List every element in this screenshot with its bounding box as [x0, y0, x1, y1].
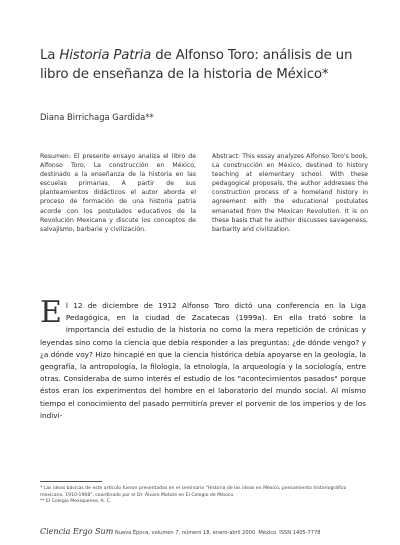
journal-citation: Nueva Época, volumen 7, número 18, enero-abril 2000. México. ISSN 1405-7778 — [114, 530, 321, 536]
abstract-spanish — [40, 152, 196, 234]
journal-footer — [40, 527, 370, 536]
footnote-1: * Las ideas básicas de este artículo fueron presentadas en el seminario "Historia de las ideas en México, pensamiento historiográfico mexicano, 1910-1968", coordinado por el Dr. Álvaro Matute en El Colegio de México. — [40, 486, 347, 498]
author-name: Diana Birrichaga Gardida** — [40, 112, 154, 122]
article-title — [40, 46, 380, 84]
body-text: l 12 de diciembre de 1912 Alfonso Toro dictó una conferencia en la Liga Pedagógica, en la ciudad de Zacatecas (1999a). En ella trató sobre la importancia del estudio de la historia no como la mera repetición de crónicas y leyendas sino como la ciencia que debía responder a las preguntas: ¿de dónde vengo? y ¿a dónde voy? Hizo hincapié en que la ciencia histórica debía apoyarse en la geología, la geografía, la antropología, la filología, la etnología, la arqueología y la sociología, entre otras. Consideraba de sumo interés el estudio de los "acontecimientos pasados" porque éstos eran los experimentos del hombre en el laboratorio del mundo social. Al mismo tiempo el conocimiento del pasado permitiría prever el porvenir de los imperios y de los indivi- — [40, 301, 366, 420]
abstract-spanish-label: Resumen: — [40, 153, 71, 160]
title-rest: de Alfonso Toro: análisis de un libro de enseñanza de la historia de México* — [40, 48, 353, 82]
abstract-english-label: Abstract: — [212, 153, 241, 160]
body-paragraph — [40, 295, 366, 422]
title-prefix: La — [40, 48, 60, 63]
abstract-english — [212, 152, 368, 234]
abstract-english-text: This essay analyzes Alfonso Toro's book, La construcción en México, destined to history teaching at elementary school. With these pedagogical proposals, the author addresses the construction process of a homeland history in agreement with the educational postulates emanated from the Mexican Revolution. It is on these basis that he author discusses savageness, barbarity and civilization. — [212, 153, 368, 233]
title-italic-book-name: Historia Patria — [59, 48, 152, 63]
footnotes — [40, 486, 366, 506]
journal-logo: Ciencia Ergo Sum — [40, 527, 114, 536]
drop-cap: E — [40, 295, 62, 330]
footnote-divider — [40, 481, 102, 482]
abstract-spanish-text: El presente ensayo analiza el libro de Alfonso Toro, La construcción en México, destinado a la enseñanza de la historia en las escuelas primarias. A partir de sus planteamientos didácticos el autor aborda el proceso de formación de una historia patria acorde con los postulados educativos de la Revolución Mexicana y discute los conceptos de salvajismo, barbarie y civilización. — [40, 153, 196, 233]
footnote-2: ** El Colegio Mexiquense, A. C. — [40, 499, 112, 505]
